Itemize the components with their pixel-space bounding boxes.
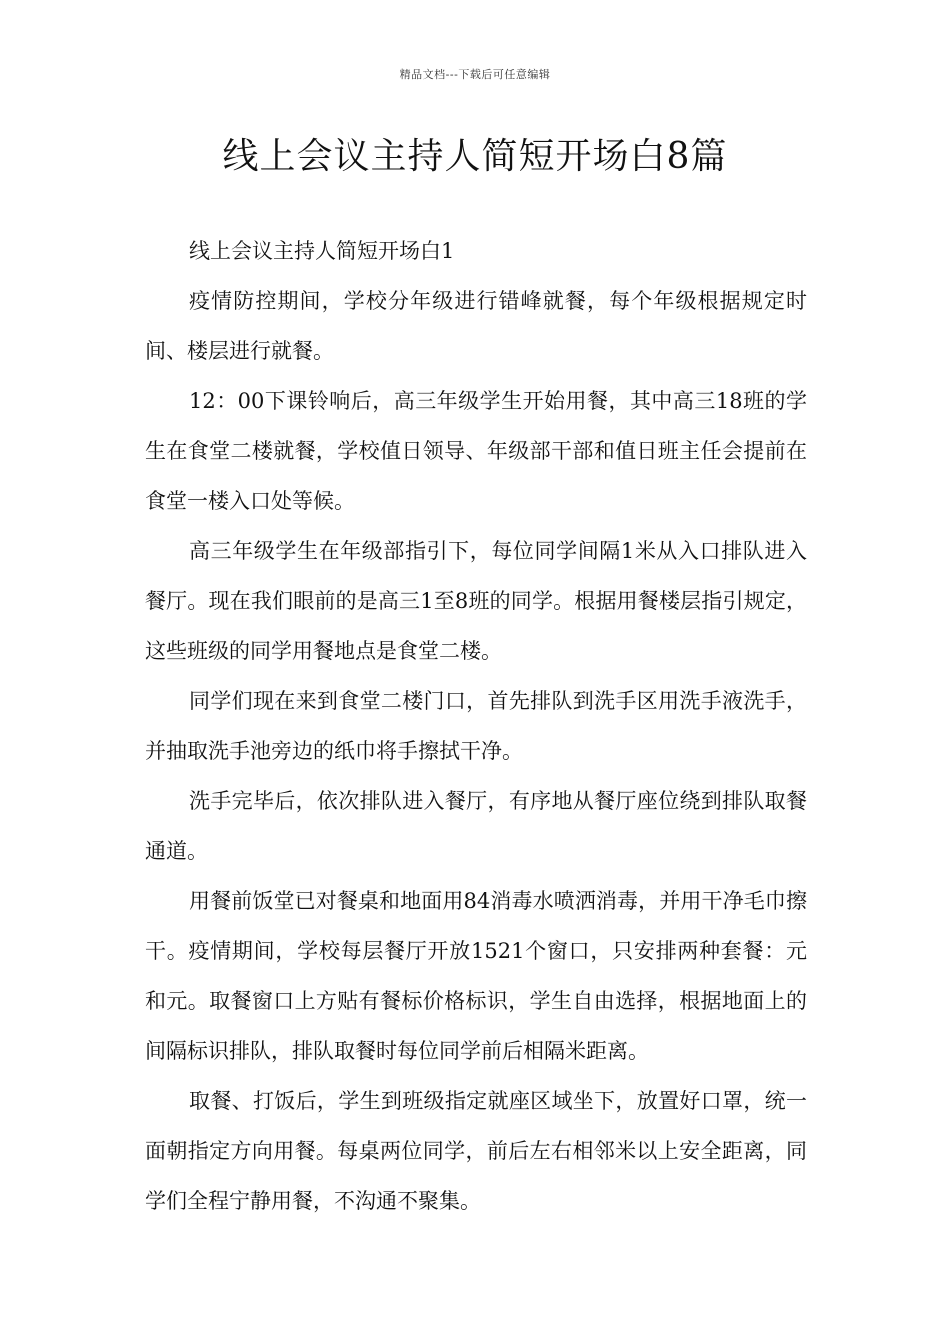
paragraph: 用餐前饭堂已对餐桌和地面用84消毒水喷洒消毒，并用干净毛巾擦干。疫情期间，学校每层餐厅开放1521个窗口，只安排两种套餐：元和元。取餐窗口上方贴有餐标价格标识，学生自由选择，根据地面上的间隔标识排队，排队取餐时每位同学前后相隔米距离。 bbox=[145, 889, 807, 1063]
document-body bbox=[145, 226, 807, 1226]
section-heading: 线上会议主持人简短开场白1 bbox=[189, 239, 455, 263]
paragraph: 洗手完毕后，依次排队进入餐厅，有序地从餐厅座位绕到排队取餐通道。 bbox=[145, 789, 807, 863]
paragraph: 高三年级学生在年级部指引下，每位同学间隔1米从入口排队进入餐厅。现在我们眼前的是高三1至8班的同学。根据用餐楼层指引规定，这些班级的同学用餐地点是食堂二楼。 bbox=[145, 539, 807, 663]
document-title: 线上会议主持人简短开场白8篇 bbox=[222, 136, 728, 177]
paragraph: 取餐、打饭后，学生到班级指定就座区域坐下，放置好口罩，统一面朝指定方向用餐。每桌两位同学，前后左右相邻米以上安全距离，同学们全程宁静用餐，不沟通不聚集。 bbox=[145, 1089, 807, 1213]
header-note: 精品文档---下载后可任意编辑 bbox=[399, 68, 551, 81]
paragraph: 12：00下课铃响后，高三年级学生开始用餐，其中高三18班的学生在食堂二楼就餐，学校值日领导、年级部干部和值日班主任会提前在食堂一楼入口处等候。 bbox=[145, 389, 807, 513]
paragraph: 疫情防控期间，学校分年级进行错峰就餐，每个年级根据规定时间、楼层进行就餐。 bbox=[145, 289, 807, 363]
paragraph: 同学们现在来到食堂二楼门口，首先排队到洗手区用洗手液洗手，并抽取洗手池旁边的纸巾将手擦拭干净。 bbox=[145, 689, 807, 763]
